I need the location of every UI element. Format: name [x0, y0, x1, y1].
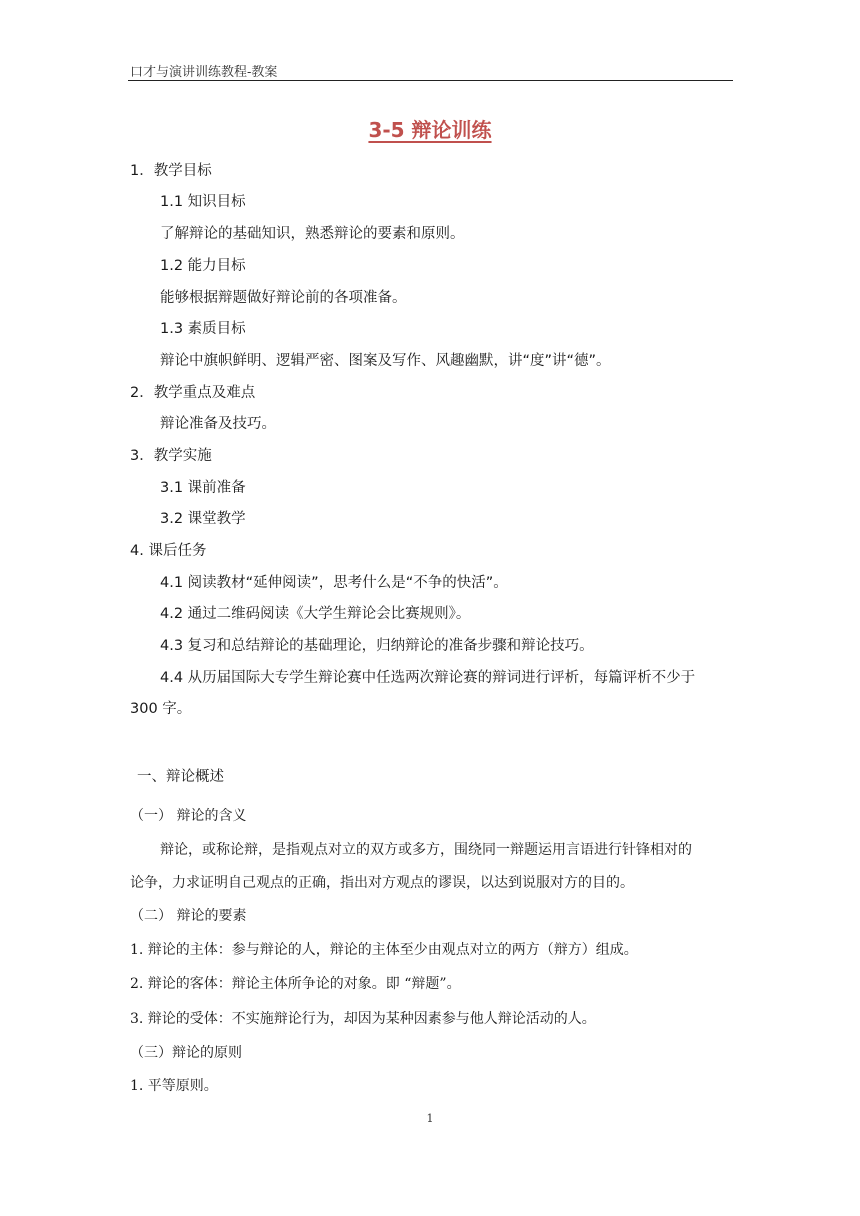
homework-item-1: 4.1 阅读教材“延伸阅读”，思考什么是“不争的快活”。: [160, 575, 508, 591]
subsection-2-item-2: 2. 辩论的客体：辩论主体所争论的对象。即 “辩题”。: [130, 976, 461, 992]
quality-goal-text: 辩论中旗帜鲜明、逻辑严密、图案及写作、风趣幽默，讲“度”讲“德”。: [160, 353, 611, 369]
ability-goal-heading: 1.2 能力目标: [160, 258, 246, 274]
document-title: 3-5 辩论训练: [368, 118, 492, 142]
knowledge-goal-text: 了解辩论的基础知识，熟悉辩论的要素和原则。: [160, 226, 465, 242]
subsection-2-heading: （二） 辩论的要素: [130, 908, 247, 924]
subsection-1-paragraph-line-2: 论争，力求证明自己观点的正确，指出对方观点的谬误，以达到说服对方的目的。: [130, 875, 634, 891]
section-key-points-heading: 2．教学重点及难点: [130, 385, 256, 401]
section-implementation-heading: 3．教学实施: [130, 448, 212, 464]
homework-item-2: 4.2 通过二维码阅读《大学生辩论会比赛规则》。: [160, 606, 471, 622]
subsection-1-heading: （一） 辩论的含义: [130, 808, 247, 824]
subsection-2-item-1: 1. 辩论的主体：参与辩论的人，辩论的主体至少由观点对立的两方（辩方）组成。: [130, 942, 638, 958]
quality-goal-heading: 1.3 素质目标: [160, 321, 246, 337]
running-header: 口才与演讲训练教程-教案: [130, 65, 278, 80]
implementation-item-1: 3.1 课前准备: [160, 480, 246, 496]
homework-item-4-line-2: 300 字。: [130, 701, 192, 717]
homework-item-4-line-1: 4.4 从历届国际大专学生辩论赛中任选两次辩论赛的辩词进行评析，每篇评析不少于: [160, 670, 696, 686]
ability-goal-text: 能够根据辩题做好辩论前的各项准备。: [160, 290, 407, 306]
section-teaching-goals-heading: 1．教学目标: [130, 163, 212, 179]
subsection-3-item-1: 1. 平等原则。: [130, 1078, 218, 1094]
subsection-2-item-3: 3. 辩论的受体：不实施辩论行为，却因为某种因素参与他人辩论活动的人。: [130, 1011, 596, 1027]
section-homework-heading: 4. 课后任务: [130, 543, 207, 559]
implementation-item-2: 3.2 课堂教学: [160, 511, 246, 527]
part-1-heading: 一、辩论概述: [137, 769, 224, 785]
homework-item-3: 4.3 复习和总结辩论的基础理论，归纳辩论的准备步骤和辩论技巧。: [160, 638, 594, 654]
subsection-1-paragraph-line-1: 辩论，或称论辩，是指观点对立的双方或多方，围绕同一辩题运用言语进行针锋相对的: [160, 842, 692, 858]
subsection-3-heading: （三）辩论的原则: [130, 1045, 242, 1061]
page-number: 1: [426, 1112, 434, 1125]
header-divider: [128, 80, 733, 81]
key-points-text: 辩论准备及技巧。: [160, 416, 276, 432]
knowledge-goal-heading: 1.1 知识目标: [160, 194, 246, 210]
